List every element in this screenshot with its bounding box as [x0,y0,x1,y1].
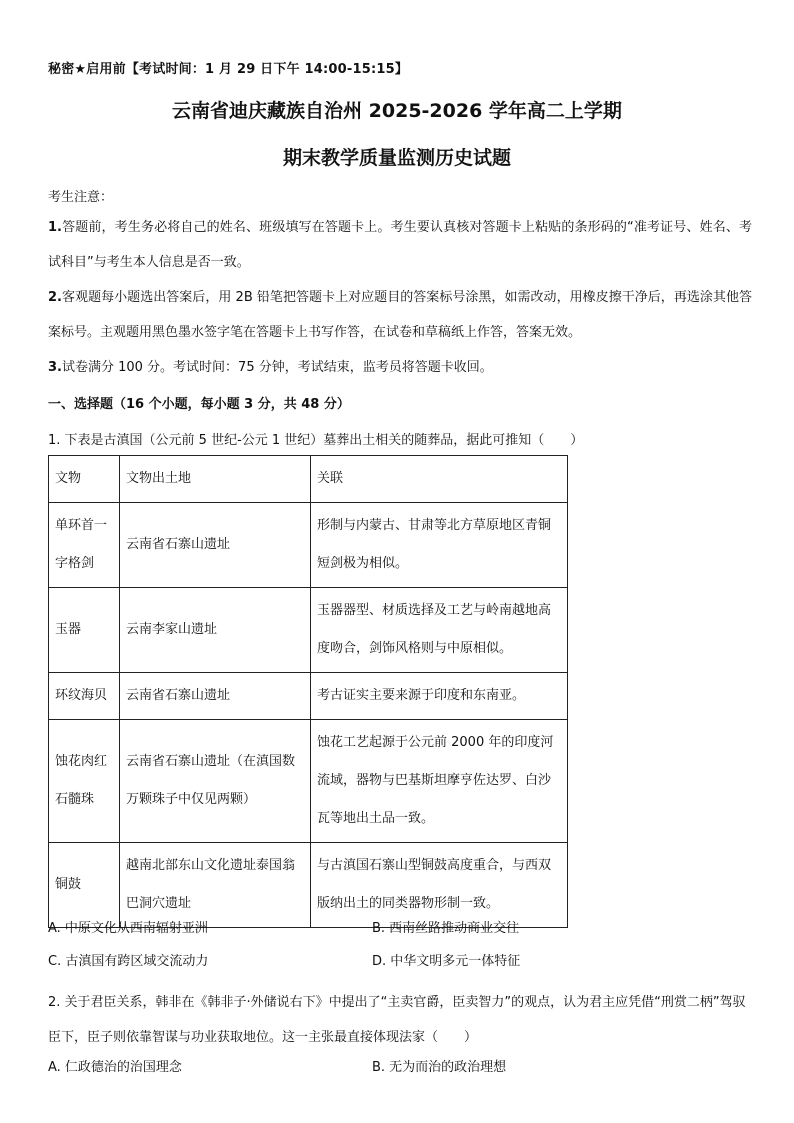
notice-heading: 考生注意： [48,190,114,205]
table-row [49,720,568,843]
notice-item-1-text: 答题前，考生务必将自己的姓名、班级填写在答题卡上。考生要认真核对答题卡上粘贴的条形码的“准考证号、姓名、考试科目”与考生本人信息是否一致。 [48,220,752,270]
question-1-option-d[interactable]: D. 中华文明多元一体特征 [372,954,521,969]
question-1-option-a[interactable]: A. 中原文化从西南辐射亚洲 [48,921,208,936]
table-cell: 越南北部东山文化遗址泰国翁巴洞穴遗址 [120,843,311,928]
table-header-cell: 文物出土地 [120,456,311,503]
table-row [49,673,568,720]
table-cell: 形制与内蒙古、甘肃等北方草原地区青铜短剑极为相似。 [311,503,568,588]
question-1-option-c[interactable]: C. 古滇国有跨区域交流动力 [48,954,209,969]
table-cell: 铜鼓 [49,843,120,928]
relics-table [48,455,568,928]
table-cell: 蚀花工艺起源于公元前 2000 年的印度河流域，器物与巴基斯坦摩亨佐达罗、白沙瓦等地出土品一致。 [311,720,568,843]
notice-item-1 [48,210,752,280]
table-cell: 云南省石寨山遗址（在滇国数万颗珠子中仅见两颗） [120,720,311,843]
notice-item-1-number: 1. [48,220,62,235]
notice-item-3-text: 试卷满分 100 分。考试时间：75 分钟，考试结束，监考员将答题卡收回。 [61,360,493,375]
table-cell: 云南省石寨山遗址 [120,503,311,588]
table-header-cell: 文物 [49,456,120,503]
notice-item-2-text: 客观题每小题选出答案后，用 2B 铅笔把答题卡上对应题目的答案标号涂黑，如需改动，用橡皮擦干净后，再选涂其他答案标号。主观题用黑色墨水签字笔在答题卡上书写作答，在试卷和草稿纸上作答，答案无效。 [48,290,752,340]
table-cell: 与古滇国石寨山型铜鼓高度重合，与西双版纳出土的同类器物形制一致。 [311,843,568,928]
table-header-cell: 关联 [311,456,568,503]
section-heading: 一、选择题（16 个小题，每小题 3 分，共 48 分） [48,397,350,412]
table-cell: 云南省石寨山遗址 [120,673,311,720]
table-cell: 单环首一字格剑 [49,503,120,588]
table-cell: 玉器器型、材质选择及工艺与岭南越地高度吻合，剑饰风格则与中原相似。 [311,588,568,673]
table-row [49,503,568,588]
table-row [49,843,568,928]
notice-item-2-number: 2. [48,290,62,305]
table-cell: 考古证实主要来源于印度和东南亚。 [311,673,568,720]
question-1-stem: 1. 下表是古滇国（公元前 5 世纪-公元 1 世纪）墓葬出土相关的随葬品，据此可推知（ ） [48,433,584,448]
exam-title-line2: 期末教学质量监测历史试题 [282,147,511,169]
table-cell: 玉器 [49,588,120,673]
table-row [49,588,568,673]
question-2-option-a[interactable]: A. 仁政德治的治国理念 [48,1060,182,1075]
notice-item-2 [48,280,752,350]
question-2-stem: 2. 关于君臣关系，韩非在《韩非子·外储说右下》中提出了“主卖官爵，臣卖智力”的观点，认为君主应凭借“刑赏二柄”驾驭臣下，臣子则依靠智谋与功业获取地位。这一主张最直接体现法家（ ） [48,995,746,1045]
table-cell: 蚀花肉红石髓珠 [49,720,120,843]
notice-item-3-number: 3. [48,360,62,375]
table-cell: 云南李家山遗址 [120,588,311,673]
exam-title-line1: 云南省迪庆藏族自治州 2025-2026 学年高二上学期 [172,100,622,122]
notice-item-3 [48,350,752,385]
question-2-option-b[interactable]: B. 无为而治的政治理想 [372,1060,507,1075]
confidential-notice: 秘密★启用前【考试时间：1 月 29 日下午 14:00-15:15】 [48,62,409,77]
table-header-row [49,456,568,503]
question-1-option-b[interactable]: B. 西南丝路推动商业交往 [372,921,520,936]
table-cell: 环纹海贝 [49,673,120,720]
